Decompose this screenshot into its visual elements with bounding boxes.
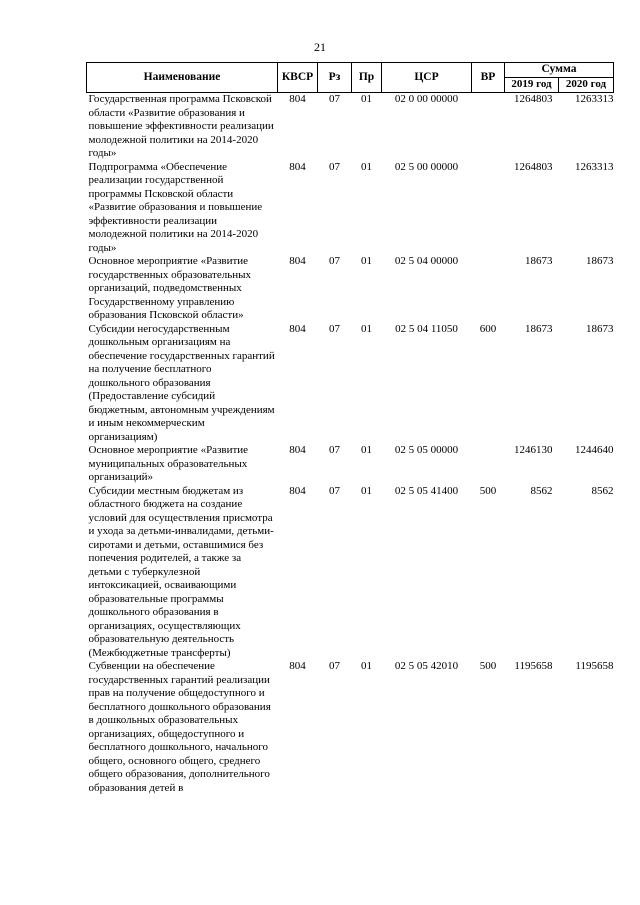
cell-2019: 18673: [525, 255, 553, 267]
cell-pr: 01: [361, 160, 372, 173]
header-vr: ВР: [472, 63, 505, 93]
cell-2019: 1264803: [514, 93, 553, 105]
cell-pr: 01: [361, 322, 372, 335]
cell-2019: 1195658: [514, 660, 553, 672]
cell-vr: [472, 93, 505, 161]
cell-name: Основное мероприятие «Развитие государственных образовательных организаций, подведомственных Государственному управлению образования Псковской области»: [88, 255, 252, 321]
cell-rz: 07: [329, 93, 340, 105]
table-body: [87, 93, 614, 796]
cell-2019: 8562: [530, 484, 553, 497]
cell-pr: 01: [361, 660, 372, 672]
cell-csr: 02 5 05 00000: [394, 444, 459, 456]
cell-csr: 02 5 04 11050: [395, 322, 458, 335]
header-sum: Сумма: [505, 63, 614, 78]
header-pr: Пр: [352, 63, 382, 93]
cell-vr: 500: [479, 660, 497, 672]
cell-2019: 1264803: [514, 160, 553, 173]
header-rz: Рз: [318, 63, 352, 93]
page-number: 21: [314, 40, 326, 54]
cell-2020: 1263313: [575, 160, 614, 173]
cell-2019: 18673: [525, 322, 553, 335]
cell-kvsr: 804: [289, 660, 306, 672]
cell-pr: 01: [361, 484, 372, 497]
cell-name: Подпрограмма «Обеспечение реализации государственной программы Псковской области «Развитие образования и повышение эффективности реализации молодежной политики на 2014-2020 годы»: [88, 160, 263, 254]
cell-kvsr: 804: [289, 255, 306, 267]
header-kvsr: КВСР: [278, 63, 318, 93]
cell-name: Субвенции на обеспечение государственных гарантий реализации прав на получение общедоступного и бесплатного дошкольного образования в дошкольных образовательных организациях, общедоступного и бесплатного дошкольного, начального общего, основного общего, среднего общего образования, дополнительного образования детей в: [88, 660, 271, 794]
cell-2019: 1246130: [514, 444, 553, 456]
table-row: [87, 161, 614, 256]
cell-name: Субсидии местным бюджетам из областного бюджета на создание условий для осуществления присмотра и ухода за детьми-инвалидами, детьми-сиротами и детьми, оставшимися без попечения родителей, а также за детьми с туберкулезной интоксикацией, осваивающими образовательные программы дошкольного образования в организациях, осуществляющих образовательную деятельность (Межбюджетные трансферты): [88, 484, 274, 659]
header-name: Наименование: [87, 63, 278, 93]
cell-rz: 07: [329, 322, 340, 335]
cell-pr: 01: [361, 255, 372, 267]
cell-vr: 500: [479, 484, 497, 497]
cell-2020: 8562: [591, 484, 614, 497]
cell-rz: 07: [329, 444, 340, 456]
table-header: [87, 63, 614, 93]
cell-2020: 1263313: [575, 93, 614, 105]
header-year-2020: 2020 год: [559, 78, 614, 93]
table-row: [87, 255, 614, 323]
cell-name: Основное мероприятие «Развитие муниципальных образовательных организаций»: [88, 444, 249, 483]
cell-vr: [472, 161, 505, 256]
table-row: [87, 323, 614, 445]
cell-kvsr: 804: [289, 322, 306, 335]
cell-kvsr: 804: [289, 484, 306, 497]
cell-kvsr: 804: [289, 444, 306, 456]
cell-csr: 02 5 04 00000: [394, 255, 459, 267]
cell-pr: 01: [361, 444, 372, 456]
cell-kvsr: 804: [289, 93, 306, 105]
cell-csr: 02 5 05 41400: [394, 484, 459, 497]
table-row: [87, 93, 614, 161]
cell-csr: 02 5 00 00000: [394, 160, 459, 173]
table-row: [87, 485, 614, 661]
cell-rz: 07: [329, 484, 340, 497]
header-year-2019: 2019 год: [505, 78, 559, 93]
header-csr: ЦСР: [382, 63, 472, 93]
table-row: [87, 444, 614, 485]
cell-vr: 600: [479, 322, 497, 335]
cell-pr: 01: [361, 93, 372, 105]
cell-vr: [472, 255, 505, 323]
cell-name: Субсидии негосударственным дошкольным организациям на обеспечение государственных гарантий на получение бесплатного дошкольного образования (Предоставление субсидий бюджетным, автономным учреждениям и иным некоммерческим организациям): [88, 322, 275, 443]
cell-name: Государственная программа Псковской области «Развитие образования и повышение эффективности реализации молодежной политики на 2014-2020 годы»: [88, 93, 274, 159]
cell-csr: 02 0 00 00000: [394, 93, 459, 105]
budget-table: [86, 62, 614, 795]
table-row: [87, 660, 614, 795]
cell-2020: 18673: [586, 255, 614, 267]
cell-2020: 1244640: [575, 444, 614, 456]
cell-2020: 1195658: [575, 660, 614, 672]
cell-kvsr: 804: [289, 160, 306, 173]
cell-2020: 18673: [586, 322, 614, 335]
cell-vr: [472, 444, 505, 485]
cell-csr: 02 5 05 42010: [394, 660, 459, 672]
cell-rz: 07: [329, 160, 340, 173]
cell-rz: 07: [329, 660, 340, 672]
cell-rz: 07: [329, 255, 340, 267]
